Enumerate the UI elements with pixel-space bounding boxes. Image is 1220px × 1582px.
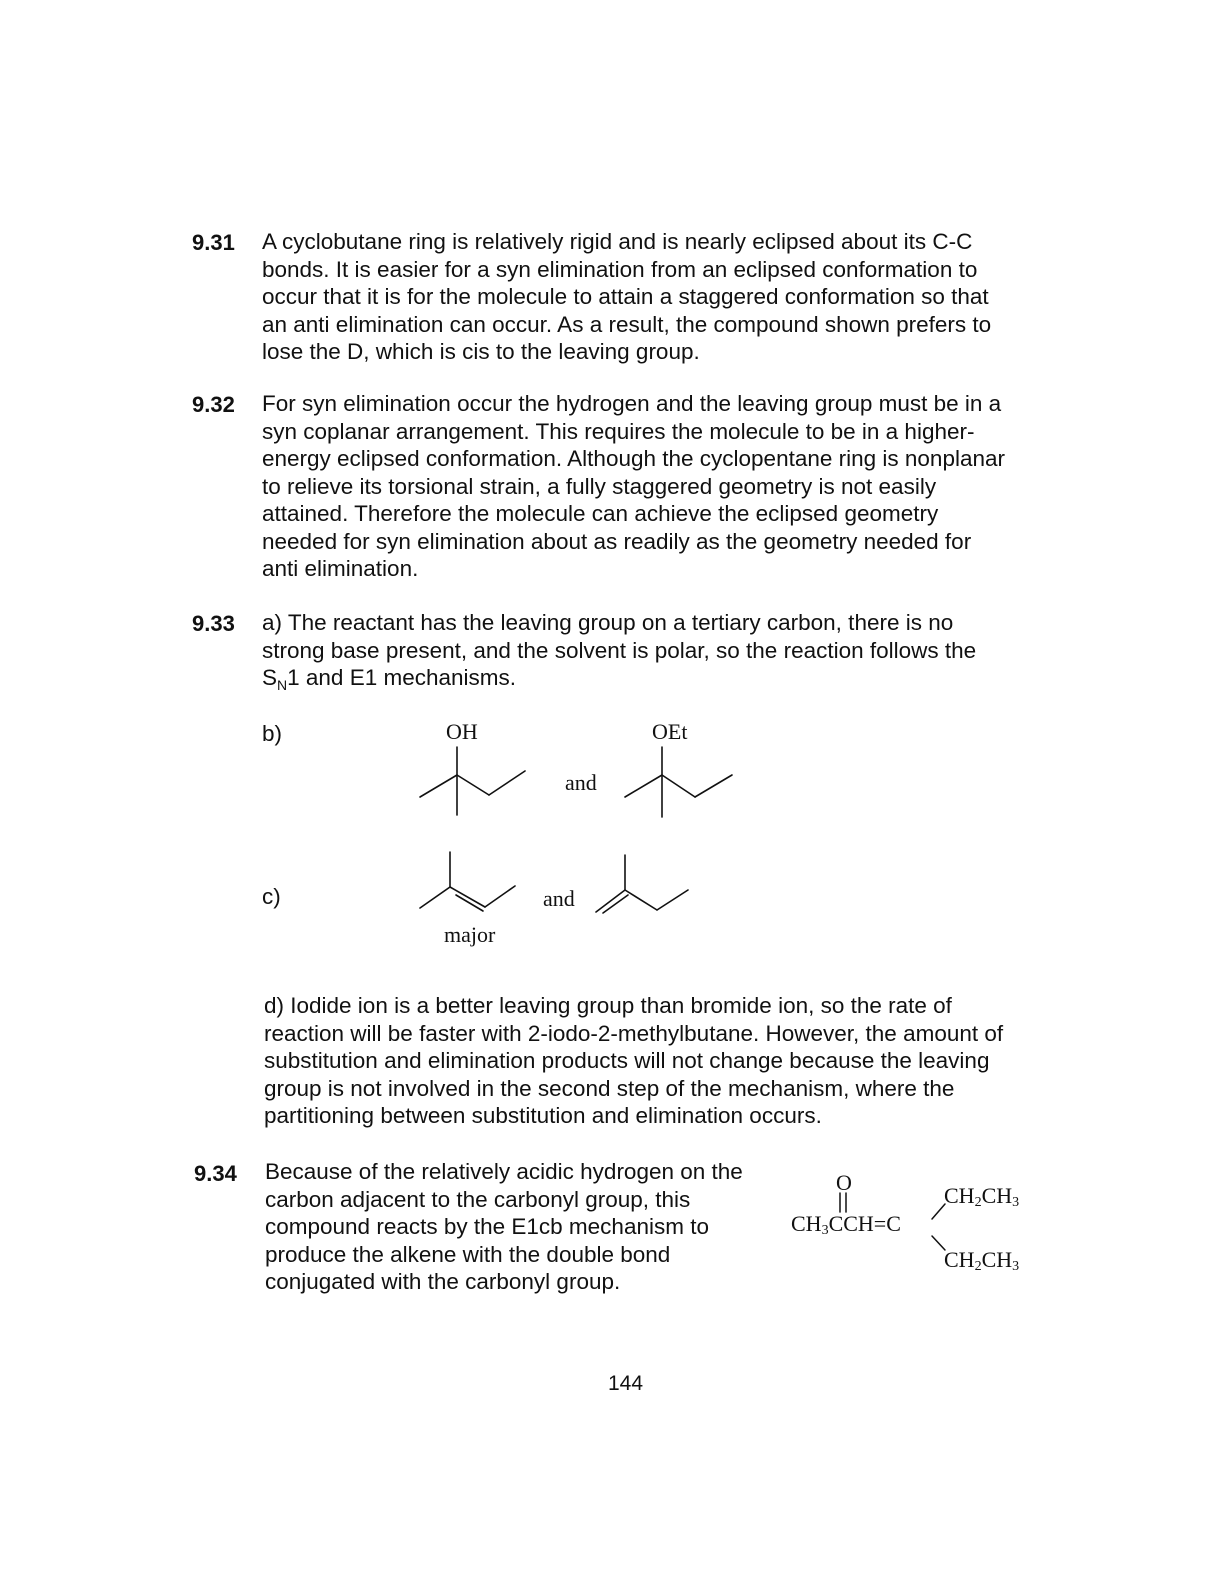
problem-9-32-line: needed for syn elimination about as readily as the geometry needed for (262, 528, 972, 554)
problem-9-32-line: to relieve its torsional strain, a fully staggered geometry is not easily (262, 473, 937, 499)
upper-ethyl-bond (932, 1204, 945, 1219)
problem-9-32-line: anti elimination. (262, 556, 419, 581)
and-label-c: and (543, 886, 575, 911)
problem-9-31-line: an anti elimination can occur. As a result, the compound shown prefers to (262, 311, 992, 337)
part-d-line: reaction will be faster with 2-iodo-2-methylbutane. However, the amount of (264, 1020, 1004, 1046)
part-a-line: a) The reactant has the leaving group on a tertiary carbon, there is no (262, 610, 954, 635)
part-d-line: substitution and elimination products will not change because the leaving (264, 1048, 990, 1073)
sn-subscript: N (277, 677, 288, 693)
problem-number-9-31: 9.31 (192, 230, 235, 255)
ethyl-upper: $CH_2CH_3$ (944, 1183, 1020, 1210)
problem-9-34-line: compound reacts by the E1cb mechanism to (265, 1214, 709, 1239)
part-b-label: b) (262, 721, 283, 746)
and-label-b: and (565, 770, 597, 795)
ethyl-lower: $CH_2CH_3$ (944, 1247, 1020, 1274)
problem-9-34-line: carbon adjacent to the carbonyl group, this (265, 1186, 691, 1212)
part-d-line: d) Iodide ion is a better leaving group than bromide ion, so the rate of (264, 993, 952, 1018)
problem-9-31-line: occur that it is for the molecule to attain a staggered conformation so that (262, 284, 989, 309)
problem-9-32-line: syn coplanar arrangement. This requires the molecule to be in a higher- (262, 418, 975, 444)
lower-ethyl-bond (932, 1236, 945, 1250)
problem-9-32-line: For syn elimination occur the hydrogen and the leaving group must be in a (262, 391, 1002, 416)
carbonyl-oxygen: O (836, 1170, 852, 1195)
part-c-label: c) (262, 884, 281, 909)
page-number: 144 (608, 1372, 644, 1395)
problem-9-31-line: A cyclobutane ring is relatively rigid and is nearly eclipsed about its C-C (262, 229, 973, 254)
part-d-line: group is not involved in the second step of the mechanism, where the (264, 1075, 955, 1101)
problem-number-9-33: 9.33 (192, 611, 235, 636)
problem-9-31-line: lose the D, which is cis to the leaving group. (262, 339, 700, 364)
oh-group-label: OH (446, 719, 478, 744)
problem-9-34-line: Because of the relatively acidic hydrogen on the (265, 1159, 743, 1184)
problem-9-32-line: attained. Therefore the molecule can achieve the eclipsed geometry (262, 501, 939, 526)
problem-9-32-line: energy eclipsed conformation. Although the cyclopentane ring is nonplanar (262, 446, 1005, 471)
sn-s: S (262, 665, 278, 690)
part-a-line: strong base present, and the solvent is polar, so the reaction follows the (262, 637, 977, 663)
problem-number-9-34: 9.34 (194, 1161, 237, 1186)
problem-9-34-line: conjugated with the carbonyl group. (265, 1269, 621, 1294)
major-label: major (444, 922, 496, 947)
problem-number-9-32: 9.32 (192, 392, 235, 417)
problem-9-34-line: produce the alkene with the double bond (265, 1241, 671, 1267)
oet-group-label: OEt (652, 719, 688, 744)
problem-9-31-line: bonds. It is easier for a syn elimination from an eclipsed conformation to (262, 256, 978, 282)
part-a-last-rest: 1 and E1 mechanisms. (287, 665, 517, 690)
condensed-formula-main: $CH_3CCH=C$ (791, 1211, 901, 1238)
part-d-line: partitioning between substitution and elimination occurs. (264, 1103, 822, 1128)
